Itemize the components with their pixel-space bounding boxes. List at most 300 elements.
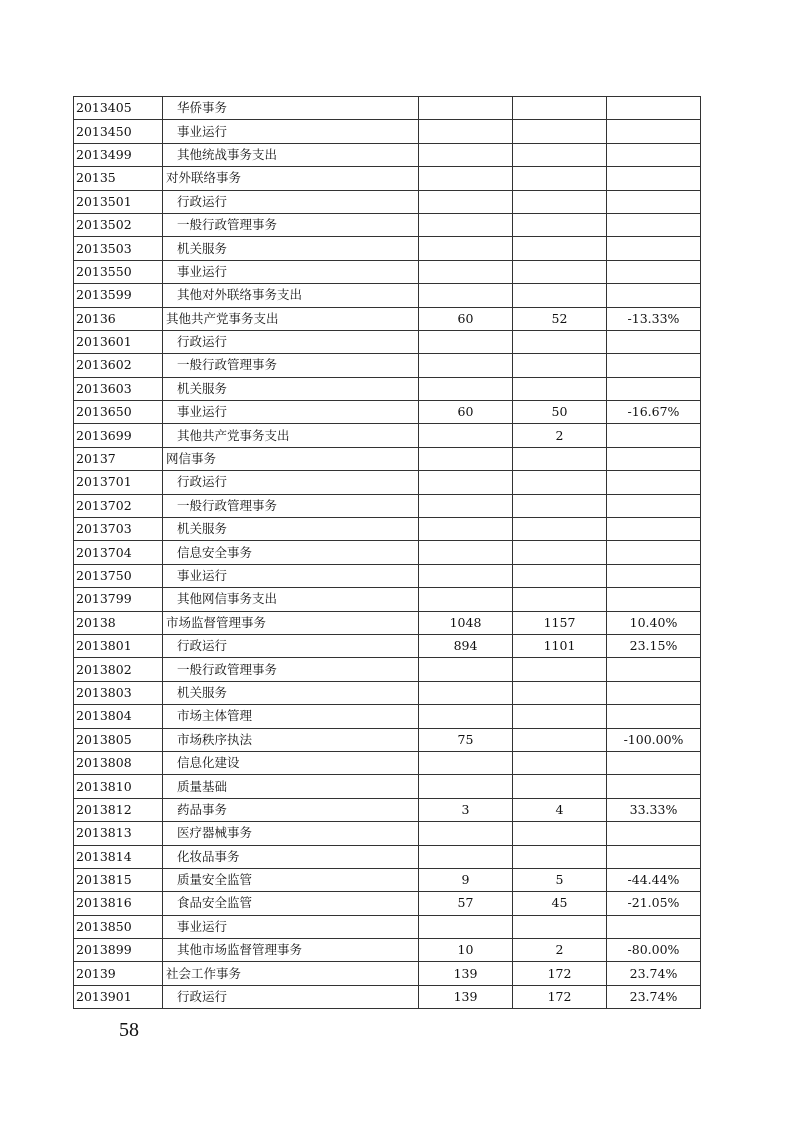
account-code-cell-text: 20135 xyxy=(76,170,116,186)
account-name-cell xyxy=(163,120,419,143)
account-name-cell xyxy=(163,915,419,938)
account-name-cell-text: 机关服务 xyxy=(177,684,228,700)
page-number: 58 xyxy=(119,1019,139,1041)
account-code-cell-text: 2013813 xyxy=(76,825,132,841)
prior-year-value-cell xyxy=(419,143,513,166)
account-code-cell-text: 2013650 xyxy=(76,404,132,420)
account-code-cell xyxy=(74,705,163,728)
account-code-cell xyxy=(74,260,163,283)
account-name-cell xyxy=(163,260,419,283)
change-percent-cell xyxy=(607,260,701,283)
change-percent-cell-text: 33.33% xyxy=(629,801,678,817)
account-name-cell-text: 其他市场监督管理事务 xyxy=(177,942,303,958)
account-name-cell-text: 社会工作事务 xyxy=(166,965,242,981)
current-year-value-cell xyxy=(513,611,607,634)
prior-year-value-cell xyxy=(419,307,513,330)
change-percent-cell xyxy=(607,307,701,330)
prior-year-value-cell xyxy=(419,868,513,891)
prior-year-value-cell xyxy=(419,588,513,611)
account-name-cell-text: 化妆品事务 xyxy=(177,848,240,864)
account-code-cell-text: 2013803 xyxy=(76,684,132,700)
table-row xyxy=(74,868,701,891)
table-row xyxy=(74,611,701,634)
current-year-value-cell xyxy=(513,939,607,962)
account-name-cell-text: 行政运行 xyxy=(177,638,228,654)
account-code-cell xyxy=(74,939,163,962)
account-code-cell-text: 2013501 xyxy=(76,193,132,209)
account-name-cell-text: 市场秩序执法 xyxy=(177,731,253,747)
prior-year-value-cell xyxy=(419,775,513,798)
account-code-cell xyxy=(74,915,163,938)
account-code-cell xyxy=(74,775,163,798)
account-code-cell xyxy=(74,377,163,400)
prior-year-value-cell xyxy=(419,751,513,774)
account-code-cell-text: 2013499 xyxy=(76,146,132,162)
account-name-cell-text: 其他网信事务支出 xyxy=(177,591,278,607)
prior-year-value-cell xyxy=(419,424,513,447)
current-year-value-cell-text: 50 xyxy=(551,404,568,420)
current-year-value-cell xyxy=(513,541,607,564)
account-name-cell-text: 信息安全事务 xyxy=(177,544,253,560)
prior-year-value-cell xyxy=(419,167,513,190)
account-code-cell xyxy=(74,564,163,587)
current-year-value-cell xyxy=(513,167,607,190)
current-year-value-cell xyxy=(513,330,607,353)
account-name-cell-text: 其他对外联络事务支出 xyxy=(177,287,303,303)
change-percent-cell xyxy=(607,284,701,307)
account-name-cell-text: 机关服务 xyxy=(177,240,228,256)
current-year-value-cell-text: 2 xyxy=(555,942,564,958)
change-percent-cell xyxy=(607,354,701,377)
table-row xyxy=(74,424,701,447)
account-name-cell xyxy=(163,518,419,541)
account-name-cell-text: 行政运行 xyxy=(177,193,228,209)
current-year-value-cell xyxy=(513,728,607,751)
prior-year-value-cell xyxy=(419,377,513,400)
current-year-value-cell xyxy=(513,284,607,307)
account-name-cell-text: 机关服务 xyxy=(177,521,228,537)
account-code-cell xyxy=(74,307,163,330)
account-name-cell xyxy=(163,728,419,751)
account-code-cell xyxy=(74,868,163,891)
account-name-cell-text: 其他共产党事务支出 xyxy=(166,310,279,326)
account-name-cell-text: 食品安全监管 xyxy=(177,895,253,911)
current-year-value-cell xyxy=(513,354,607,377)
table-row xyxy=(74,962,701,985)
account-code-cell-text: 2013450 xyxy=(76,123,132,139)
table-row xyxy=(74,564,701,587)
current-year-value-cell xyxy=(513,564,607,587)
prior-year-value-cell xyxy=(419,213,513,236)
prior-year-value-cell xyxy=(419,401,513,424)
change-percent-cell xyxy=(607,751,701,774)
account-code-cell xyxy=(74,237,163,260)
account-code-cell-text: 2013702 xyxy=(76,497,132,513)
change-percent-cell xyxy=(607,167,701,190)
account-code-cell xyxy=(74,681,163,704)
change-percent-cell xyxy=(607,213,701,236)
change-percent-cell-text: -44.44% xyxy=(627,872,680,888)
table-row xyxy=(74,681,701,704)
prior-year-value-cell xyxy=(419,97,513,120)
table-row xyxy=(74,915,701,938)
account-code-cell xyxy=(74,424,163,447)
prior-year-value-cell xyxy=(419,237,513,260)
change-percent-cell xyxy=(607,868,701,891)
prior-year-value-cell-text: 75 xyxy=(457,731,474,747)
account-code-cell xyxy=(74,190,163,213)
account-name-cell-text: 网信事务 xyxy=(166,451,217,467)
current-year-value-cell xyxy=(513,447,607,470)
current-year-value-cell xyxy=(513,681,607,704)
change-percent-cell xyxy=(607,728,701,751)
table-row xyxy=(74,307,701,330)
prior-year-value-cell-text: 10 xyxy=(457,942,474,958)
account-name-cell-text: 事业运行 xyxy=(177,263,228,279)
account-code-cell-text: 2013502 xyxy=(76,217,132,233)
prior-year-value-cell xyxy=(419,611,513,634)
account-code-cell xyxy=(74,634,163,657)
account-code-cell-text: 2013704 xyxy=(76,544,132,560)
prior-year-value-cell xyxy=(419,681,513,704)
account-name-cell-text: 华侨事务 xyxy=(177,100,228,116)
account-code-cell-text: 2013699 xyxy=(76,427,132,443)
prior-year-value-cell xyxy=(419,822,513,845)
budget-table xyxy=(73,96,701,1009)
table-row xyxy=(74,120,701,143)
change-percent-cell xyxy=(607,518,701,541)
table-row xyxy=(74,354,701,377)
table-row xyxy=(74,97,701,120)
account-code-cell xyxy=(74,822,163,845)
account-code-cell-text: 2013550 xyxy=(76,263,132,279)
table-row xyxy=(74,775,701,798)
table-row xyxy=(74,330,701,353)
account-code-cell xyxy=(74,167,163,190)
account-name-cell-text: 市场监督管理事务 xyxy=(166,614,267,630)
account-name-cell-text: 机关服务 xyxy=(177,380,228,396)
account-code-cell-text: 2013805 xyxy=(76,731,132,747)
account-name-cell-text: 信息化建设 xyxy=(177,755,240,771)
prior-year-value-cell xyxy=(419,728,513,751)
account-code-cell xyxy=(74,213,163,236)
account-name-cell xyxy=(163,822,419,845)
table-row xyxy=(74,798,701,821)
table-row xyxy=(74,822,701,845)
current-year-value-cell-text: 172 xyxy=(547,965,572,981)
account-code-cell-text: 2013814 xyxy=(76,848,132,864)
current-year-value-cell xyxy=(513,471,607,494)
prior-year-value-cell xyxy=(419,494,513,517)
account-code-cell-text: 20136 xyxy=(76,310,116,326)
account-name-cell-text: 质量安全监管 xyxy=(177,872,253,888)
account-name-cell xyxy=(163,658,419,681)
account-name-cell xyxy=(163,237,419,260)
table-row xyxy=(74,237,701,260)
account-name-cell-text: 质量基础 xyxy=(177,778,228,794)
account-code-cell-text: 2013804 xyxy=(76,708,132,724)
table-row xyxy=(74,494,701,517)
prior-year-value-cell xyxy=(419,658,513,681)
change-percent-cell xyxy=(607,658,701,681)
change-percent-cell xyxy=(607,939,701,962)
account-code-cell-text: 2013808 xyxy=(76,755,132,771)
account-code-cell-text: 2013599 xyxy=(76,287,132,303)
prior-year-value-cell-text: 894 xyxy=(453,638,478,654)
change-percent-cell xyxy=(607,401,701,424)
table-row xyxy=(74,751,701,774)
current-year-value-cell-text: 52 xyxy=(551,310,568,326)
change-percent-cell xyxy=(607,775,701,798)
change-percent-cell xyxy=(607,985,701,1008)
account-code-cell xyxy=(74,798,163,821)
account-code-cell-text: 2013801 xyxy=(76,638,132,654)
account-code-cell-text: 2013405 xyxy=(76,100,132,116)
change-percent-cell xyxy=(607,798,701,821)
prior-year-value-cell xyxy=(419,120,513,143)
change-percent-cell xyxy=(607,120,701,143)
account-code-cell-text: 2013850 xyxy=(76,918,132,934)
change-percent-cell-text: -80.00% xyxy=(627,942,680,958)
current-year-value-cell-text: 45 xyxy=(551,895,568,911)
prior-year-value-cell-text: 1048 xyxy=(449,614,482,630)
change-percent-cell-text: 23.74% xyxy=(629,965,678,981)
prior-year-value-cell xyxy=(419,798,513,821)
table-row xyxy=(74,213,701,236)
table-row xyxy=(74,471,701,494)
prior-year-value-cell xyxy=(419,284,513,307)
account-name-cell xyxy=(163,962,419,985)
account-name-cell xyxy=(163,868,419,891)
account-code-cell xyxy=(74,143,163,166)
table-row xyxy=(74,541,701,564)
current-year-value-cell xyxy=(513,588,607,611)
prior-year-value-cell xyxy=(419,471,513,494)
current-year-value-cell xyxy=(513,213,607,236)
change-percent-cell xyxy=(607,143,701,166)
account-code-cell-text: 2013503 xyxy=(76,240,132,256)
account-code-cell-text: 20138 xyxy=(76,614,116,630)
prior-year-value-cell xyxy=(419,962,513,985)
table-row xyxy=(74,260,701,283)
prior-year-value-cell-text: 60 xyxy=(457,404,474,420)
change-percent-cell xyxy=(607,681,701,704)
account-code-cell xyxy=(74,471,163,494)
account-name-cell-text: 行政运行 xyxy=(177,334,228,350)
change-percent-cell xyxy=(607,541,701,564)
account-code-cell xyxy=(74,284,163,307)
account-name-cell xyxy=(163,494,419,517)
account-name-cell xyxy=(163,564,419,587)
account-code-cell xyxy=(74,611,163,634)
account-code-cell-text: 20139 xyxy=(76,965,116,981)
account-code-cell-text: 2013602 xyxy=(76,357,132,373)
account-name-cell xyxy=(163,775,419,798)
change-percent-cell xyxy=(607,377,701,400)
current-year-value-cell xyxy=(513,424,607,447)
change-percent-cell xyxy=(607,634,701,657)
account-code-cell-text: 2013701 xyxy=(76,474,132,490)
account-code-cell-text: 2013802 xyxy=(76,661,132,677)
account-code-cell-text: 2013603 xyxy=(76,380,132,396)
current-year-value-cell xyxy=(513,143,607,166)
account-name-cell-text: 一般行政管理事务 xyxy=(177,357,278,373)
table-row xyxy=(74,634,701,657)
table-row xyxy=(74,985,701,1008)
current-year-value-cell xyxy=(513,120,607,143)
current-year-value-cell xyxy=(513,822,607,845)
current-year-value-cell xyxy=(513,307,607,330)
account-code-cell-text: 2013799 xyxy=(76,591,132,607)
table-row xyxy=(74,845,701,868)
current-year-value-cell-text: 2 xyxy=(555,427,564,443)
current-year-value-cell-text: 1157 xyxy=(543,614,576,630)
current-year-value-cell xyxy=(513,892,607,915)
table-row xyxy=(74,377,701,400)
account-name-cell xyxy=(163,213,419,236)
prior-year-value-cell xyxy=(419,354,513,377)
prior-year-value-cell xyxy=(419,845,513,868)
change-percent-cell-text: -21.05% xyxy=(627,895,680,911)
account-code-cell xyxy=(74,541,163,564)
current-year-value-cell xyxy=(513,985,607,1008)
prior-year-value-cell-text: 139 xyxy=(453,989,478,1005)
table-row xyxy=(74,892,701,915)
account-code-cell-text: 2013750 xyxy=(76,568,132,583)
account-code-cell xyxy=(74,447,163,470)
change-percent-cell xyxy=(607,611,701,634)
account-name-cell-text: 事业运行 xyxy=(177,568,228,583)
account-code-cell-text: 2013899 xyxy=(76,942,132,958)
account-code-cell-text: 2013812 xyxy=(76,801,132,817)
prior-year-value-cell xyxy=(419,447,513,470)
account-code-cell xyxy=(74,751,163,774)
change-percent-cell-text: 23.15% xyxy=(629,638,678,654)
account-name-cell-text: 一般行政管理事务 xyxy=(177,497,278,513)
change-percent-cell xyxy=(607,915,701,938)
current-year-value-cell xyxy=(513,775,607,798)
account-name-cell-text: 市场主体管理 xyxy=(177,708,253,724)
current-year-value-cell xyxy=(513,658,607,681)
change-percent-cell-text: -100.00% xyxy=(623,731,684,747)
account-code-cell xyxy=(74,330,163,353)
change-percent-cell xyxy=(607,564,701,587)
change-percent-cell-text: 23.74% xyxy=(629,989,678,1005)
current-year-value-cell xyxy=(513,868,607,891)
change-percent-cell xyxy=(607,471,701,494)
account-name-cell xyxy=(163,939,419,962)
account-name-cell xyxy=(163,167,419,190)
account-name-cell xyxy=(163,985,419,1008)
account-name-cell xyxy=(163,424,419,447)
account-name-cell xyxy=(163,634,419,657)
current-year-value-cell-text: 1101 xyxy=(543,638,576,654)
change-percent-cell xyxy=(607,845,701,868)
change-percent-cell xyxy=(607,962,701,985)
account-name-cell-text: 行政运行 xyxy=(177,474,228,490)
account-name-cell xyxy=(163,541,419,564)
account-name-cell-text: 药品事务 xyxy=(177,801,228,817)
account-code-cell-text: 2013601 xyxy=(76,334,132,350)
table-row xyxy=(74,143,701,166)
prior-year-value-cell-text: 9 xyxy=(461,872,470,888)
change-percent-cell-text: 10.40% xyxy=(629,614,678,630)
account-code-cell-text: 2013703 xyxy=(76,521,132,537)
account-name-cell-text: 行政运行 xyxy=(177,989,228,1005)
current-year-value-cell xyxy=(513,260,607,283)
current-year-value-cell xyxy=(513,518,607,541)
prior-year-value-cell xyxy=(419,705,513,728)
change-percent-cell xyxy=(607,237,701,260)
prior-year-value-cell-text: 60 xyxy=(457,310,474,326)
account-name-cell xyxy=(163,307,419,330)
prior-year-value-cell-text: 139 xyxy=(453,965,478,981)
current-year-value-cell-text: 5 xyxy=(555,872,564,888)
account-code-cell xyxy=(74,518,163,541)
account-code-cell xyxy=(74,588,163,611)
current-year-value-cell xyxy=(513,915,607,938)
table-row xyxy=(74,658,701,681)
current-year-value-cell xyxy=(513,97,607,120)
prior-year-value-cell-text: 57 xyxy=(457,895,474,911)
change-percent-cell-text: -16.67% xyxy=(627,404,680,420)
account-name-cell xyxy=(163,892,419,915)
table-row xyxy=(74,939,701,962)
change-percent-cell xyxy=(607,190,701,213)
prior-year-value-cell xyxy=(419,915,513,938)
account-code-cell xyxy=(74,401,163,424)
current-year-value-cell xyxy=(513,634,607,657)
account-name-cell-text: 医疗器械事务 xyxy=(177,825,253,841)
current-year-value-cell xyxy=(513,377,607,400)
current-year-value-cell xyxy=(513,751,607,774)
account-name-cell xyxy=(163,611,419,634)
change-percent-cell xyxy=(607,892,701,915)
account-name-cell xyxy=(163,447,419,470)
change-percent-cell xyxy=(607,822,701,845)
change-percent-cell xyxy=(607,97,701,120)
account-name-cell xyxy=(163,471,419,494)
change-percent-cell xyxy=(607,424,701,447)
change-percent-cell xyxy=(607,447,701,470)
account-name-cell xyxy=(163,97,419,120)
change-percent-cell xyxy=(607,588,701,611)
table-row xyxy=(74,518,701,541)
prior-year-value-cell xyxy=(419,541,513,564)
account-name-cell xyxy=(163,143,419,166)
prior-year-value-cell xyxy=(419,330,513,353)
current-year-value-cell-text: 4 xyxy=(555,801,564,817)
account-name-cell xyxy=(163,354,419,377)
account-name-cell-text: 一般行政管理事务 xyxy=(177,217,278,233)
account-code-cell xyxy=(74,845,163,868)
account-name-cell-text: 事业运行 xyxy=(177,918,228,934)
table-row xyxy=(74,588,701,611)
current-year-value-cell xyxy=(513,237,607,260)
table-row xyxy=(74,447,701,470)
account-code-cell xyxy=(74,728,163,751)
prior-year-value-cell xyxy=(419,190,513,213)
prior-year-value-cell xyxy=(419,260,513,283)
table-row xyxy=(74,728,701,751)
account-code-cell xyxy=(74,494,163,517)
table-row xyxy=(74,284,701,307)
account-code-cell-text: 2013815 xyxy=(76,872,132,888)
table-row xyxy=(74,401,701,424)
current-year-value-cell xyxy=(513,705,607,728)
current-year-value-cell xyxy=(513,845,607,868)
account-code-cell-text: 2013901 xyxy=(76,989,132,1005)
